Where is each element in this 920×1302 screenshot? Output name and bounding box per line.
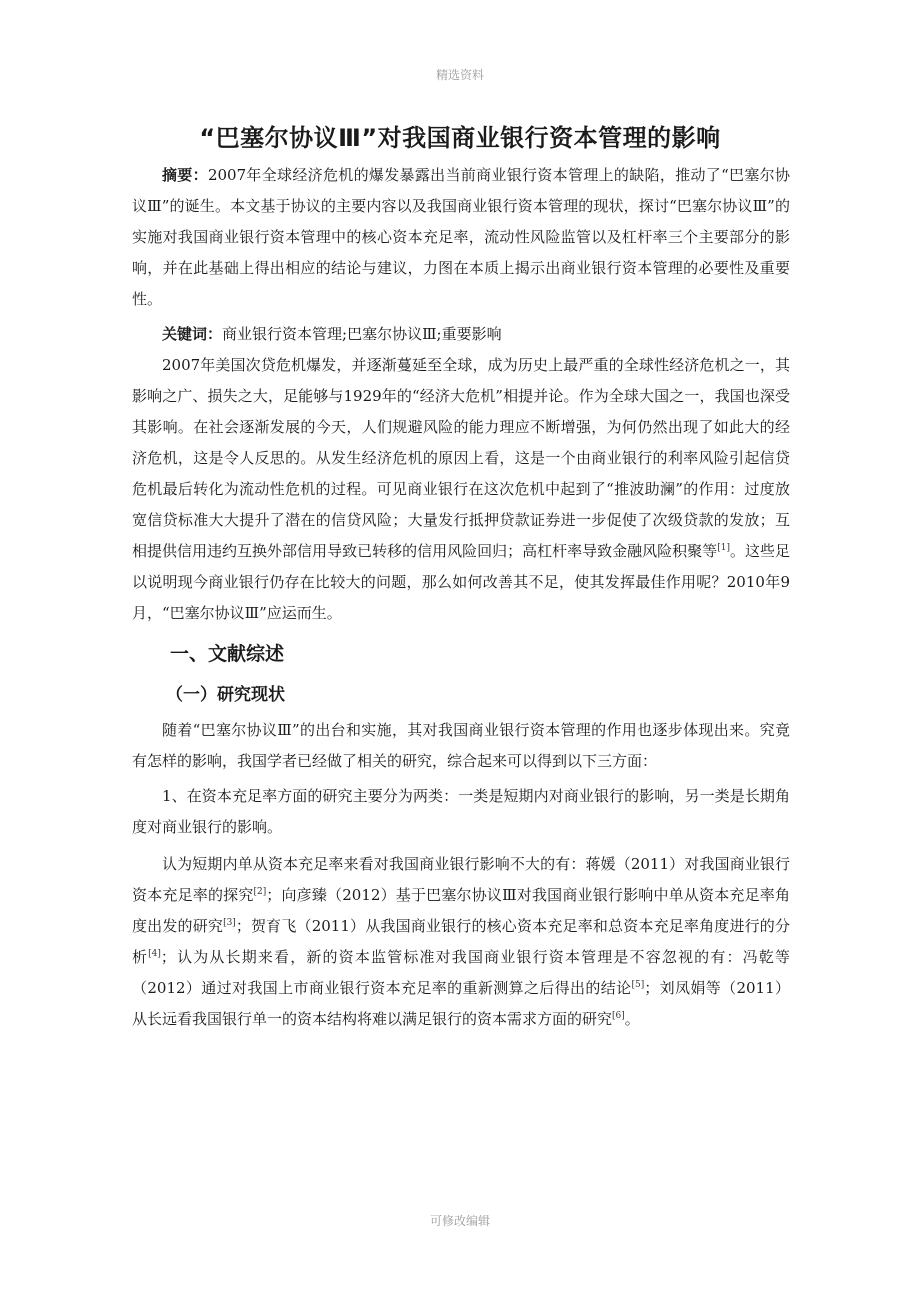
keywords-paragraph (132, 319, 790, 350)
citation-4: [4] (148, 949, 161, 959)
research-paragraph-2: 1、在资本充足率方面的研究主要分为两类：一类是短期内对商业银行的影响，另一类是长期角度对商业银行的影响。 (132, 787, 790, 836)
citation-3: [3] (223, 918, 236, 928)
citation-5: [5] (631, 980, 645, 990)
para3-text-6: 。 (624, 1010, 640, 1028)
para3-text-5: ；刘凤娟等（2011）从长远看我国银行单一的资本结构将难以满足银行的资本需求方面的研究 (132, 979, 790, 1028)
header-watermark: 精选资料 (435, 68, 484, 82)
intro-paragraph (132, 350, 790, 629)
document-body (132, 160, 790, 1035)
research-paragraph-3 (132, 849, 790, 1035)
para3-text-2: ；向彦臻（2012）基于巴塞尔协议Ⅲ对我国商业银行影响中单从资本充足率角度出发的研究 (132, 886, 790, 935)
intro-text-2: 。这些足以说明现今商业银行仍存在比较大的问题，那么如何改善其不足，使其发挥最佳作用呢？2010年9月，“巴塞尔协议Ⅲ”应运而生。 (132, 542, 790, 622)
keywords-label: 关键词： (162, 325, 223, 343)
abstract-text: 2007年全球经济危机的爆发暴露出当前商业银行资本管理上的缺陷，推动了“巴塞尔协议Ⅲ”的诞生。本文基于协议的主要内容以及我国商业银行资本管理的现状，探讨“巴塞尔协议Ⅲ”的实施对我国商业银行资本管理中的核心资本充足率，流动性风险监管以及杠杆率三个主要部分的影响，并在此基础上得出相应的结论与建议，力图在本质上揭示出商业银行资本管理的必要性及重要性。 (132, 166, 790, 308)
document-title: “巴塞尔协议Ⅲ”对我国商业银行资本管理的影响 (199, 124, 721, 152)
subsection-heading: （一）研究现状 (166, 685, 285, 705)
para3-text-4: ；认为从长期来看，新的资本监管标准对我国商业银行资本管理是不容忽视的有：冯乾等（2012）通过对我国上市商业银行资本充足率的重新测算之后得出的结论 (132, 948, 790, 997)
para3-text-3: ；贺育飞（2011）从我国商业银行的核心资本充足率和总资本充足率角度进行的分析 (132, 917, 790, 966)
abstract-label: 摘要： (162, 166, 208, 184)
intro-text-1: 2007年美国次贷危机爆发，并逐渐蔓延至全球，成为历史上最严重的全球性经济危机之一，其影响之广、损失之大，足能够与1929年的“经济大危机”相提并论。作为全球大国之一，我国也深受其影响。在社会逐渐发展的今天，人们规避风险的能力理应不断增强，为何仍然出现了如此大的经济危机，这是令人反思的。从发生经济危机的原因上看，这是一个由商业银行的利率风险引起信贷危机最后转化为流动性危机的过程。可见商业银行在这次危机中起到了“推波助澜”的作用：过度放宽信贷标准大大提升了潜在的信贷风险；大量发行抵押贷款证券进一步促使了次级贷款的发放；互相提供信用违约互换外部信用导致已转移的信用风险回归；高杠杆率导致金融风险积聚等 (132, 356, 790, 560)
citation-2: [2] (253, 887, 267, 897)
citation-1: [1] (717, 543, 730, 553)
citation-6: [6] (612, 1011, 625, 1021)
section-heading: 一、文献综述 (170, 643, 285, 665)
abstract-paragraph (132, 160, 790, 315)
para3-text-1: 认为短期内单从资本充足率来看对我国商业银行影响不大的有：蒋媛（2011）对我国商业银行资本充足率的探究 (132, 855, 790, 904)
keywords-text: 商业银行资本管理;巴塞尔协议Ⅲ;重要影响 (222, 325, 502, 343)
footer-watermark: 可修改编辑 (429, 1214, 490, 1228)
research-paragraph-1: 随着“巴塞尔协议Ⅲ”的出台和实施，其对我国商业银行资本管理的作用也逐步体现出来。究竟有怎样的影响，我国学者已经做了相关的研究，综合起来可以得到以下三方面： (132, 721, 790, 770)
